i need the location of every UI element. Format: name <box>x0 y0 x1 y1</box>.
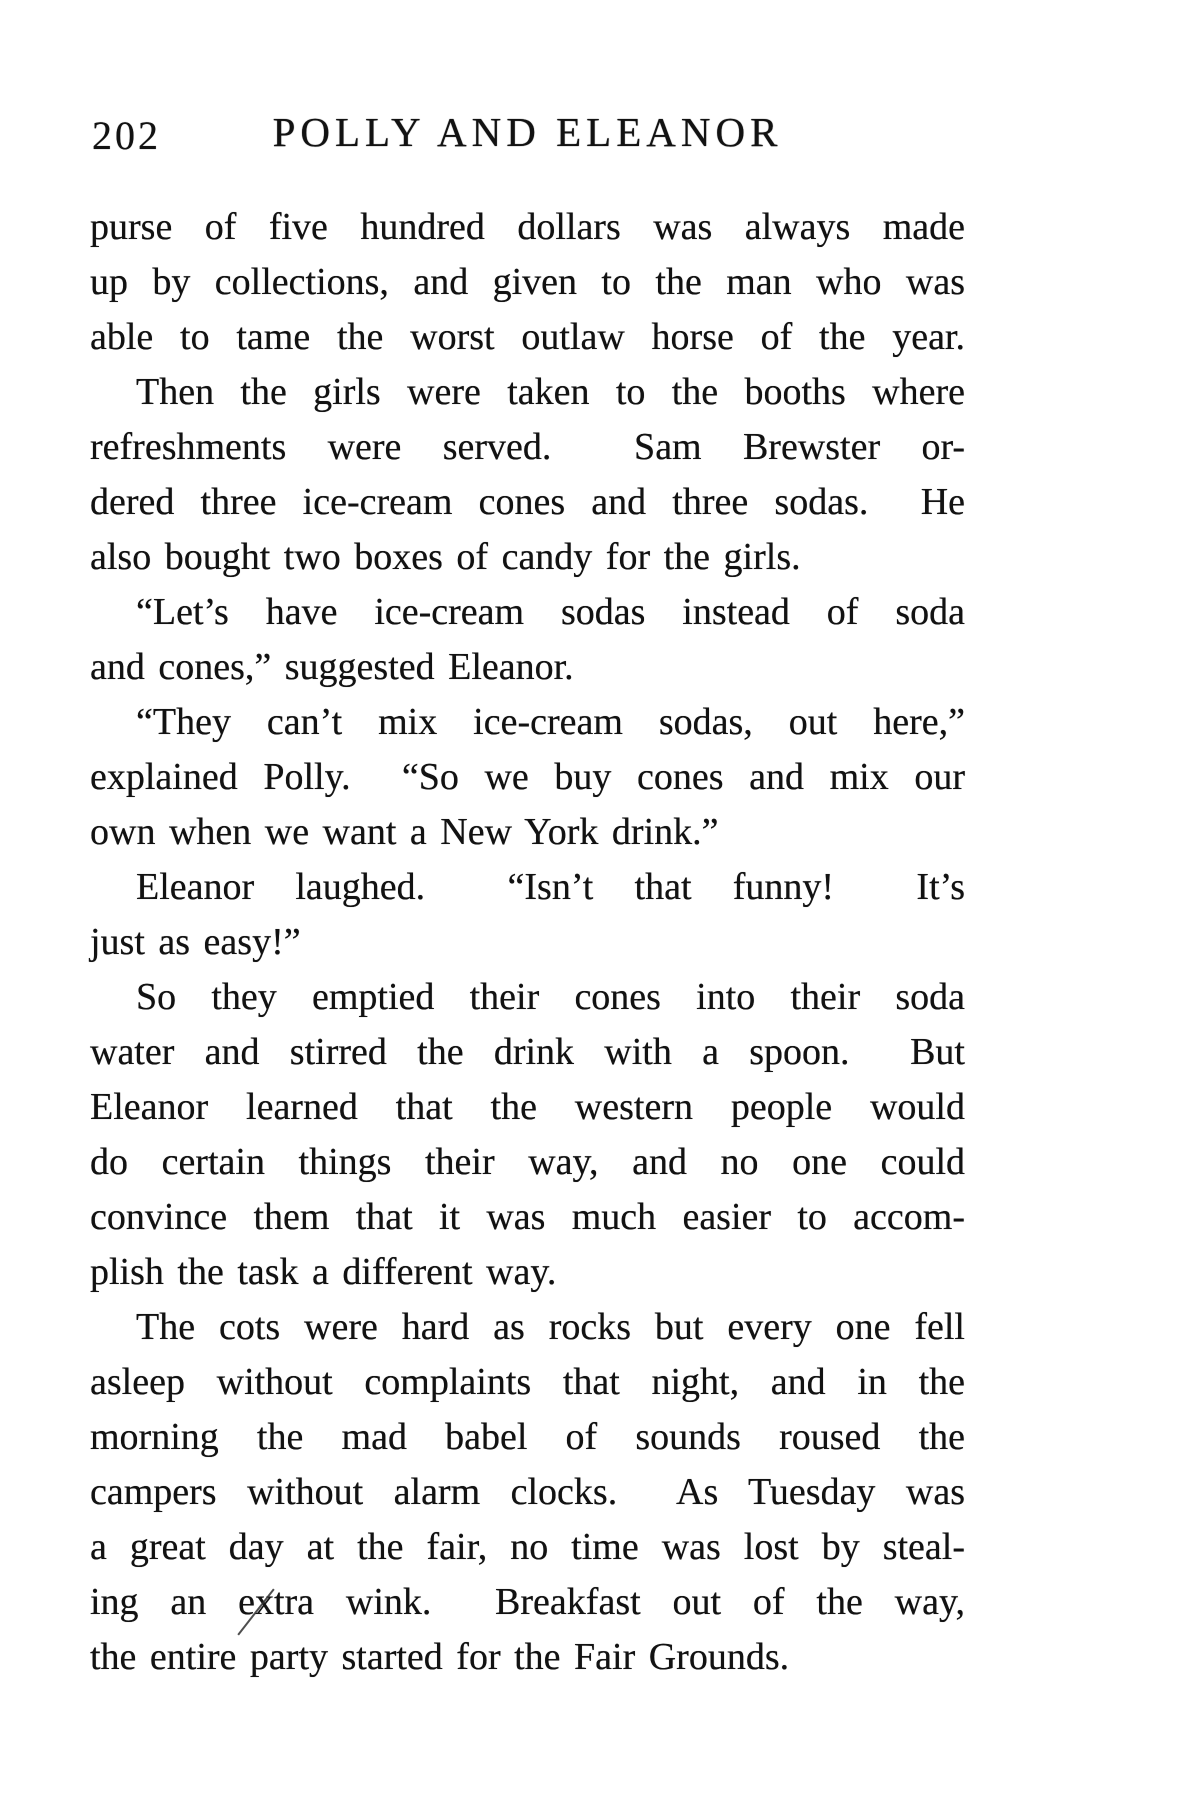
text-line: up by collections, and given to the man who was <box>90 261 965 303</box>
text-line: Eleanor learned that the western people would <box>90 1086 965 1128</box>
text-line: the entire party started for the Fair Grounds. <box>90 1636 790 1678</box>
text-line: purse of five hundred dollars was always made <box>90 206 965 248</box>
text-line: plish the task a different way. <box>90 1251 557 1293</box>
text-line: campers without alarm clocks. As Tuesday was <box>90 1471 965 1513</box>
text-line: own when we want a New York drink.” <box>90 811 719 853</box>
text-line: explained Polly. “So we buy cones and mix our <box>90 756 965 798</box>
text-line: also bought two boxes of candy for the girls. <box>90 536 801 578</box>
text-line: just as easy!” <box>90 921 301 963</box>
text-line: morning the mad babel of sounds roused the <box>90 1416 965 1458</box>
page-number: 202 <box>92 113 161 158</box>
text-line: do certain things their way, and no one could <box>90 1141 965 1183</box>
text-line: asleep without complaints that night, and in the <box>90 1361 965 1403</box>
text-line: Eleanor laughed. “Isn’t that funny! It’s <box>136 866 965 908</box>
text-line: a great day at the fair, no time was lost by steal- <box>90 1526 965 1568</box>
page-header <box>90 108 965 160</box>
text-line: ing an extra wink. Breakfast out of the way, <box>90 1581 965 1623</box>
text-line: So they emptied their cones into their soda <box>136 976 965 1018</box>
text-line: “They can’t mix ice-cream sodas, out here,” <box>136 701 965 743</box>
text-line: water and stirred the drink with a spoon. But <box>90 1031 965 1073</box>
text-line: able to tame the worst outlaw horse of the year. <box>90 316 965 358</box>
text-line: The cots were hard as rocks but every one fell <box>136 1306 965 1348</box>
text-line: dered three ice-cream cones and three sodas. He <box>90 481 965 523</box>
text-block <box>90 200 965 1685</box>
text-line: “Let’s have ice-cream sodas instead of soda <box>136 591 965 633</box>
text-line: Then the girls were taken to the booths where <box>136 371 965 413</box>
running-title: POLLY AND ELEANOR <box>272 109 783 155</box>
text-line: refreshments were served. Sam Brewster or- <box>90 426 965 468</box>
text-line: convince them that it was much easier to accom- <box>90 1196 965 1238</box>
text-line: and cones,” suggested Eleanor. <box>90 646 574 688</box>
